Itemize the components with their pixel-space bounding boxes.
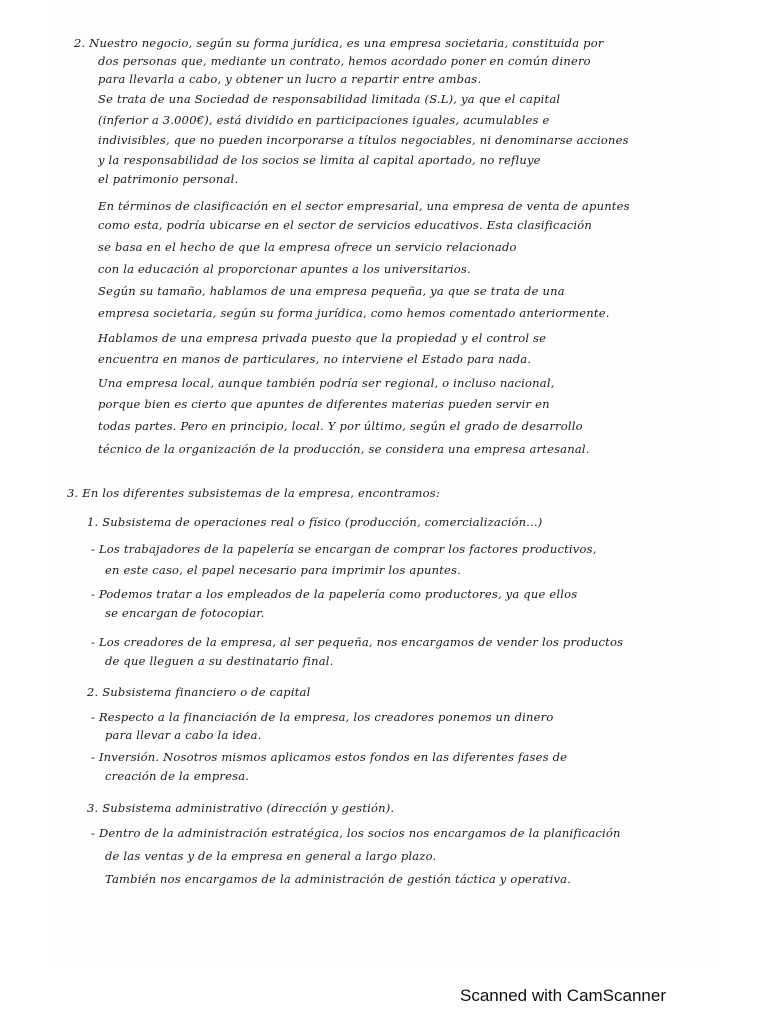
text-line: También nos encargamos de la administración de gestión táctica y operativa.	[105, 872, 572, 886]
text-line: se encargan de fotocopiar.	[105, 606, 265, 620]
text-line: - Los creadores de la empresa, al ser pequeña, nos encargamos de vender los productos	[91, 635, 624, 649]
text-line: en este caso, el papel necesario para imprimir los apuntes.	[105, 563, 461, 577]
text-line: se basa en el hecho de que la empresa ofrece un servicio relacionado	[98, 240, 517, 254]
text-line: con la educación al proporcionar apuntes a los universitarios.	[98, 262, 471, 276]
text-line: - Los trabajadores de la papelería se encargan de comprar los factores productivos,	[91, 542, 597, 556]
text-line: creación de la empresa.	[105, 769, 250, 783]
text-line: para llevarla a cabo, y obtener un lucro a repartir entre ambas.	[98, 72, 482, 86]
text-line: de las ventas y de la empresa en general a largo plazo.	[105, 849, 437, 863]
text-line: y la responsabilidad de los socios se limita al capital aportado, no refluye	[98, 153, 541, 167]
text-line: Se trata de una Sociedad de responsabilidad limitada (S.L), ya que el capital	[98, 92, 561, 106]
text-line: para llevar a cabo la idea.	[105, 728, 262, 742]
text-line: de que lleguen a su destinatario final.	[105, 654, 334, 668]
text-line: como esta, podría ubicarse en el sector de servicios educativos. Esta clasificación	[98, 218, 593, 232]
text-line: Según su tamaño, hablamos de una empresa pequeña, ya que se trata de una	[98, 284, 565, 298]
scanner-watermark: Scanned with CamScanner	[460, 986, 667, 1005]
text-line: - Dentro de la administración estratégica, los socios nos encargamos de la planificación	[91, 826, 621, 840]
text-line: Hablamos de una empresa privada puesto que la propiedad y el control se	[98, 331, 547, 345]
text-line: (inferior a 3.000€), está dividido en participaciones iguales, acumulables e	[98, 113, 550, 127]
text-line: - Respecto a la financiación de la empresa, los creadores ponemos un dinero	[91, 710, 554, 724]
text-line: - Podemos tratar a los empleados de la papelería como productores, ya que ellos	[91, 587, 578, 601]
subsection-heading: 1. Subsistema de operaciones real o físico (producción, comercialización...)	[87, 515, 543, 529]
text-line: porque bien es cierto que apuntes de diferentes materias pueden servir en	[98, 397, 550, 411]
text-line: encuentra en manos de particulares, no interviene el Estado para nada.	[98, 352, 532, 366]
text-line: - Inversión. Nosotros mismos aplicamos estos fondos en las diferentes fases de	[91, 750, 568, 764]
text-line: técnico de la organización de la producción, se considera una empresa artesanal.	[98, 442, 590, 456]
text-line: todas partes. Pero en principio, local. Y por último, según el grado de desarrollo	[98, 419, 583, 433]
text-line: el patrimonio personal.	[98, 172, 239, 186]
subsection-heading: 2. Subsistema financiero o de capital	[87, 685, 311, 699]
text-line: empresa societaria, según su forma jurídica, como hemos comentado anteriormente.	[98, 306, 610, 320]
scanned-page	[50, 0, 718, 962]
subsection-heading: 3. Subsistema administrativo (dirección y gestión).	[87, 801, 395, 815]
text-line: 2. Nuestro negocio, según su forma jurídica, es una empresa societaria, constituida por	[74, 36, 604, 50]
text-line: En términos de clasificación en el sector empresarial, una empresa de venta de apuntes	[98, 199, 630, 213]
text-line: Una empresa local, aunque también podría ser regional, o incluso nacional,	[98, 376, 555, 390]
text-line: indivisibles, que no pueden incorporarse a títulos negociables, ni denominarse acciones	[98, 133, 629, 147]
section-heading: 3. En los diferentes subsistemas de la empresa, encontramos:	[67, 486, 440, 500]
text-line: dos personas que, mediante un contrato, hemos acordado poner en común dinero	[98, 54, 591, 68]
